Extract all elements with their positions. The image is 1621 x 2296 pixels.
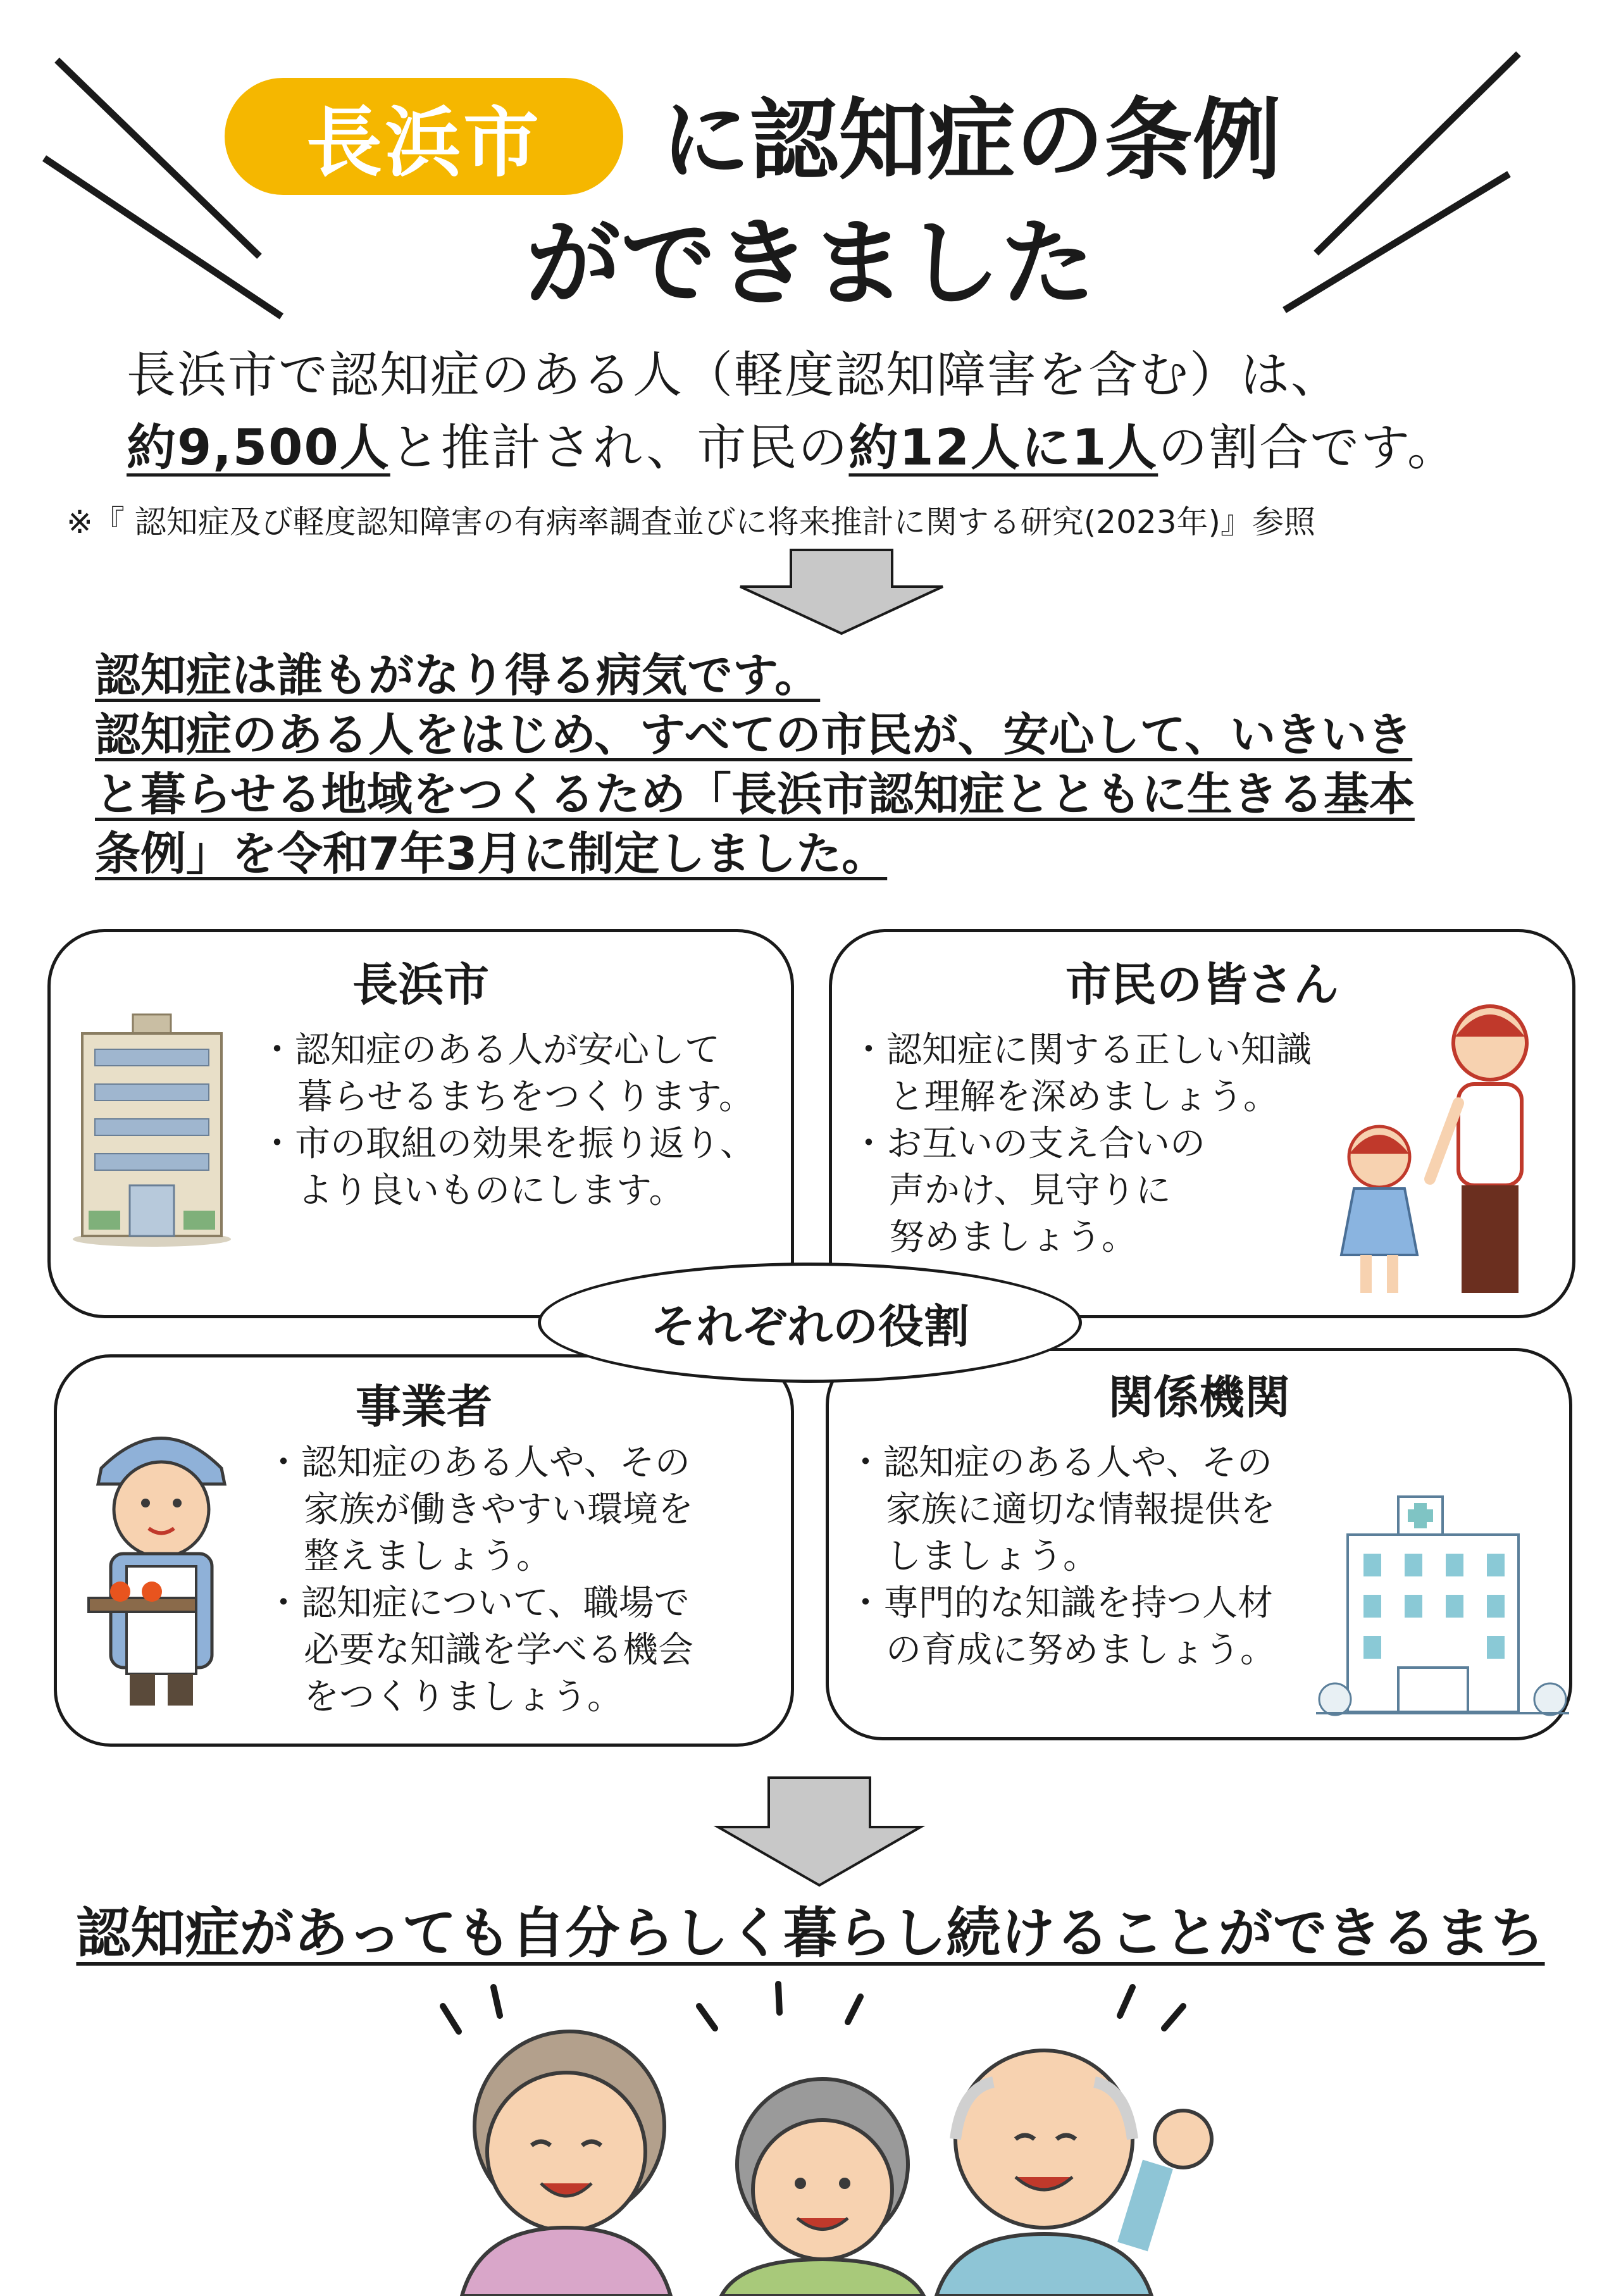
role-title-citizens: 市民の皆さん <box>1065 958 1339 1011</box>
city-name-badge <box>225 78 623 195</box>
roles-label-text: それぞれの役割 <box>650 1300 969 1353</box>
role-item: ・お互いの支え合いの <box>851 1123 1205 1164</box>
role-text-organizations <box>848 1440 1276 1674</box>
role-box-business <box>54 1354 794 1747</box>
ordinance-statement <box>95 646 1544 883</box>
role-title-organizations: 関係機関 <box>1107 1371 1290 1424</box>
role-item: より良いものにします。 <box>297 1170 685 1211</box>
role-item: ・専門的な知識を持つ人材 <box>848 1583 1273 1624</box>
role-item: と理解を深めましょう。 <box>889 1076 1279 1118</box>
role-box-city <box>47 929 794 1318</box>
statement-line-2: 認知症のある人をはじめ、すべての市民が、安心して、いきいき <box>95 708 1413 761</box>
role-item: 努めましょう。 <box>889 1217 1137 1258</box>
intro-line-1: 長浜市で認知症のある人（軽度認知障害を含む）は、 <box>127 347 1342 404</box>
statement-line-1: 認知症は誰もがなり得る病気です。 <box>95 649 821 702</box>
role-item: 整えましょう。 <box>304 1536 552 1577</box>
title-line-2: ができました <box>525 209 1095 319</box>
vision-statement: 認知症があっても自分らしく暮らし続けることができるまち <box>76 1902 1545 1965</box>
role-title-business: 事業者 <box>355 1380 492 1433</box>
role-text-city <box>259 1027 755 1214</box>
role-item: 暮らせるまちをつくります。 <box>297 1076 754 1118</box>
role-item: ・市の取組の効果を振り返り、 <box>259 1123 755 1164</box>
intro-line-2 <box>127 408 1458 479</box>
role-item: ・認知症について、職場で <box>266 1583 690 1624</box>
role-item: ・認知症のある人が安心して <box>259 1030 720 1071</box>
statement-line-3: と暮らせる地域をつくるため「長浜市認知症とともに生きる基本 <box>95 768 1415 821</box>
role-item: しましょう。 <box>886 1536 1098 1577</box>
role-item: の育成に努めましょう。 <box>886 1630 1276 1671</box>
role-item: をつくりましょう。 <box>304 1676 623 1718</box>
role-item: 声かけ、見守りに <box>889 1170 1171 1211</box>
intro-line-2-mid: と推計され、市民の <box>390 420 849 477</box>
down-arrow-icon-2 <box>712 1775 927 1889</box>
hospital-building-icon <box>1316 1490 1569 1725</box>
source-note: ※『 認知症及び軽度認知障害の有病率調査並びに将来推計に関する研究(2023年)』参照 <box>66 504 1316 540</box>
role-box-citizens <box>829 929 1575 1318</box>
role-item: 家族に適切な情報提供を <box>886 1489 1276 1530</box>
statement-line-4: 条例」を令和7年3月に制定しました。 <box>95 827 888 880</box>
role-item: 家族が働きやすい環境を <box>304 1489 693 1530</box>
city-name: 長浜市 <box>306 99 542 187</box>
elderly-people-illustration <box>405 1981 1265 2296</box>
role-text-citizens <box>851 1027 1312 1261</box>
role-title-city: 長浜市 <box>352 958 489 1011</box>
intro-line-2-end: の割合です。 <box>1158 420 1458 477</box>
role-text-business <box>266 1440 693 1721</box>
city-hall-building-icon <box>70 995 234 1249</box>
mother-and-child-icon <box>1300 995 1566 1306</box>
role-item: 必要な知識を学べる機会 <box>304 1630 693 1671</box>
down-arrow-icon <box>734 547 949 636</box>
role-item: ・認知症に関する正しい知識 <box>851 1030 1312 1071</box>
role-item: ・認知症のある人や、その <box>266 1442 690 1483</box>
title-line-1: に認知症の条例 <box>661 89 1282 192</box>
roles-label <box>538 1263 1082 1383</box>
role-box-organizations <box>826 1348 1572 1740</box>
estimated-count: 約9,500人 <box>127 420 390 477</box>
role-item: ・認知症のある人や、その <box>848 1442 1272 1483</box>
baker-worker-icon <box>76 1408 247 1712</box>
population-ratio: 約12人に1人 <box>848 420 1158 477</box>
